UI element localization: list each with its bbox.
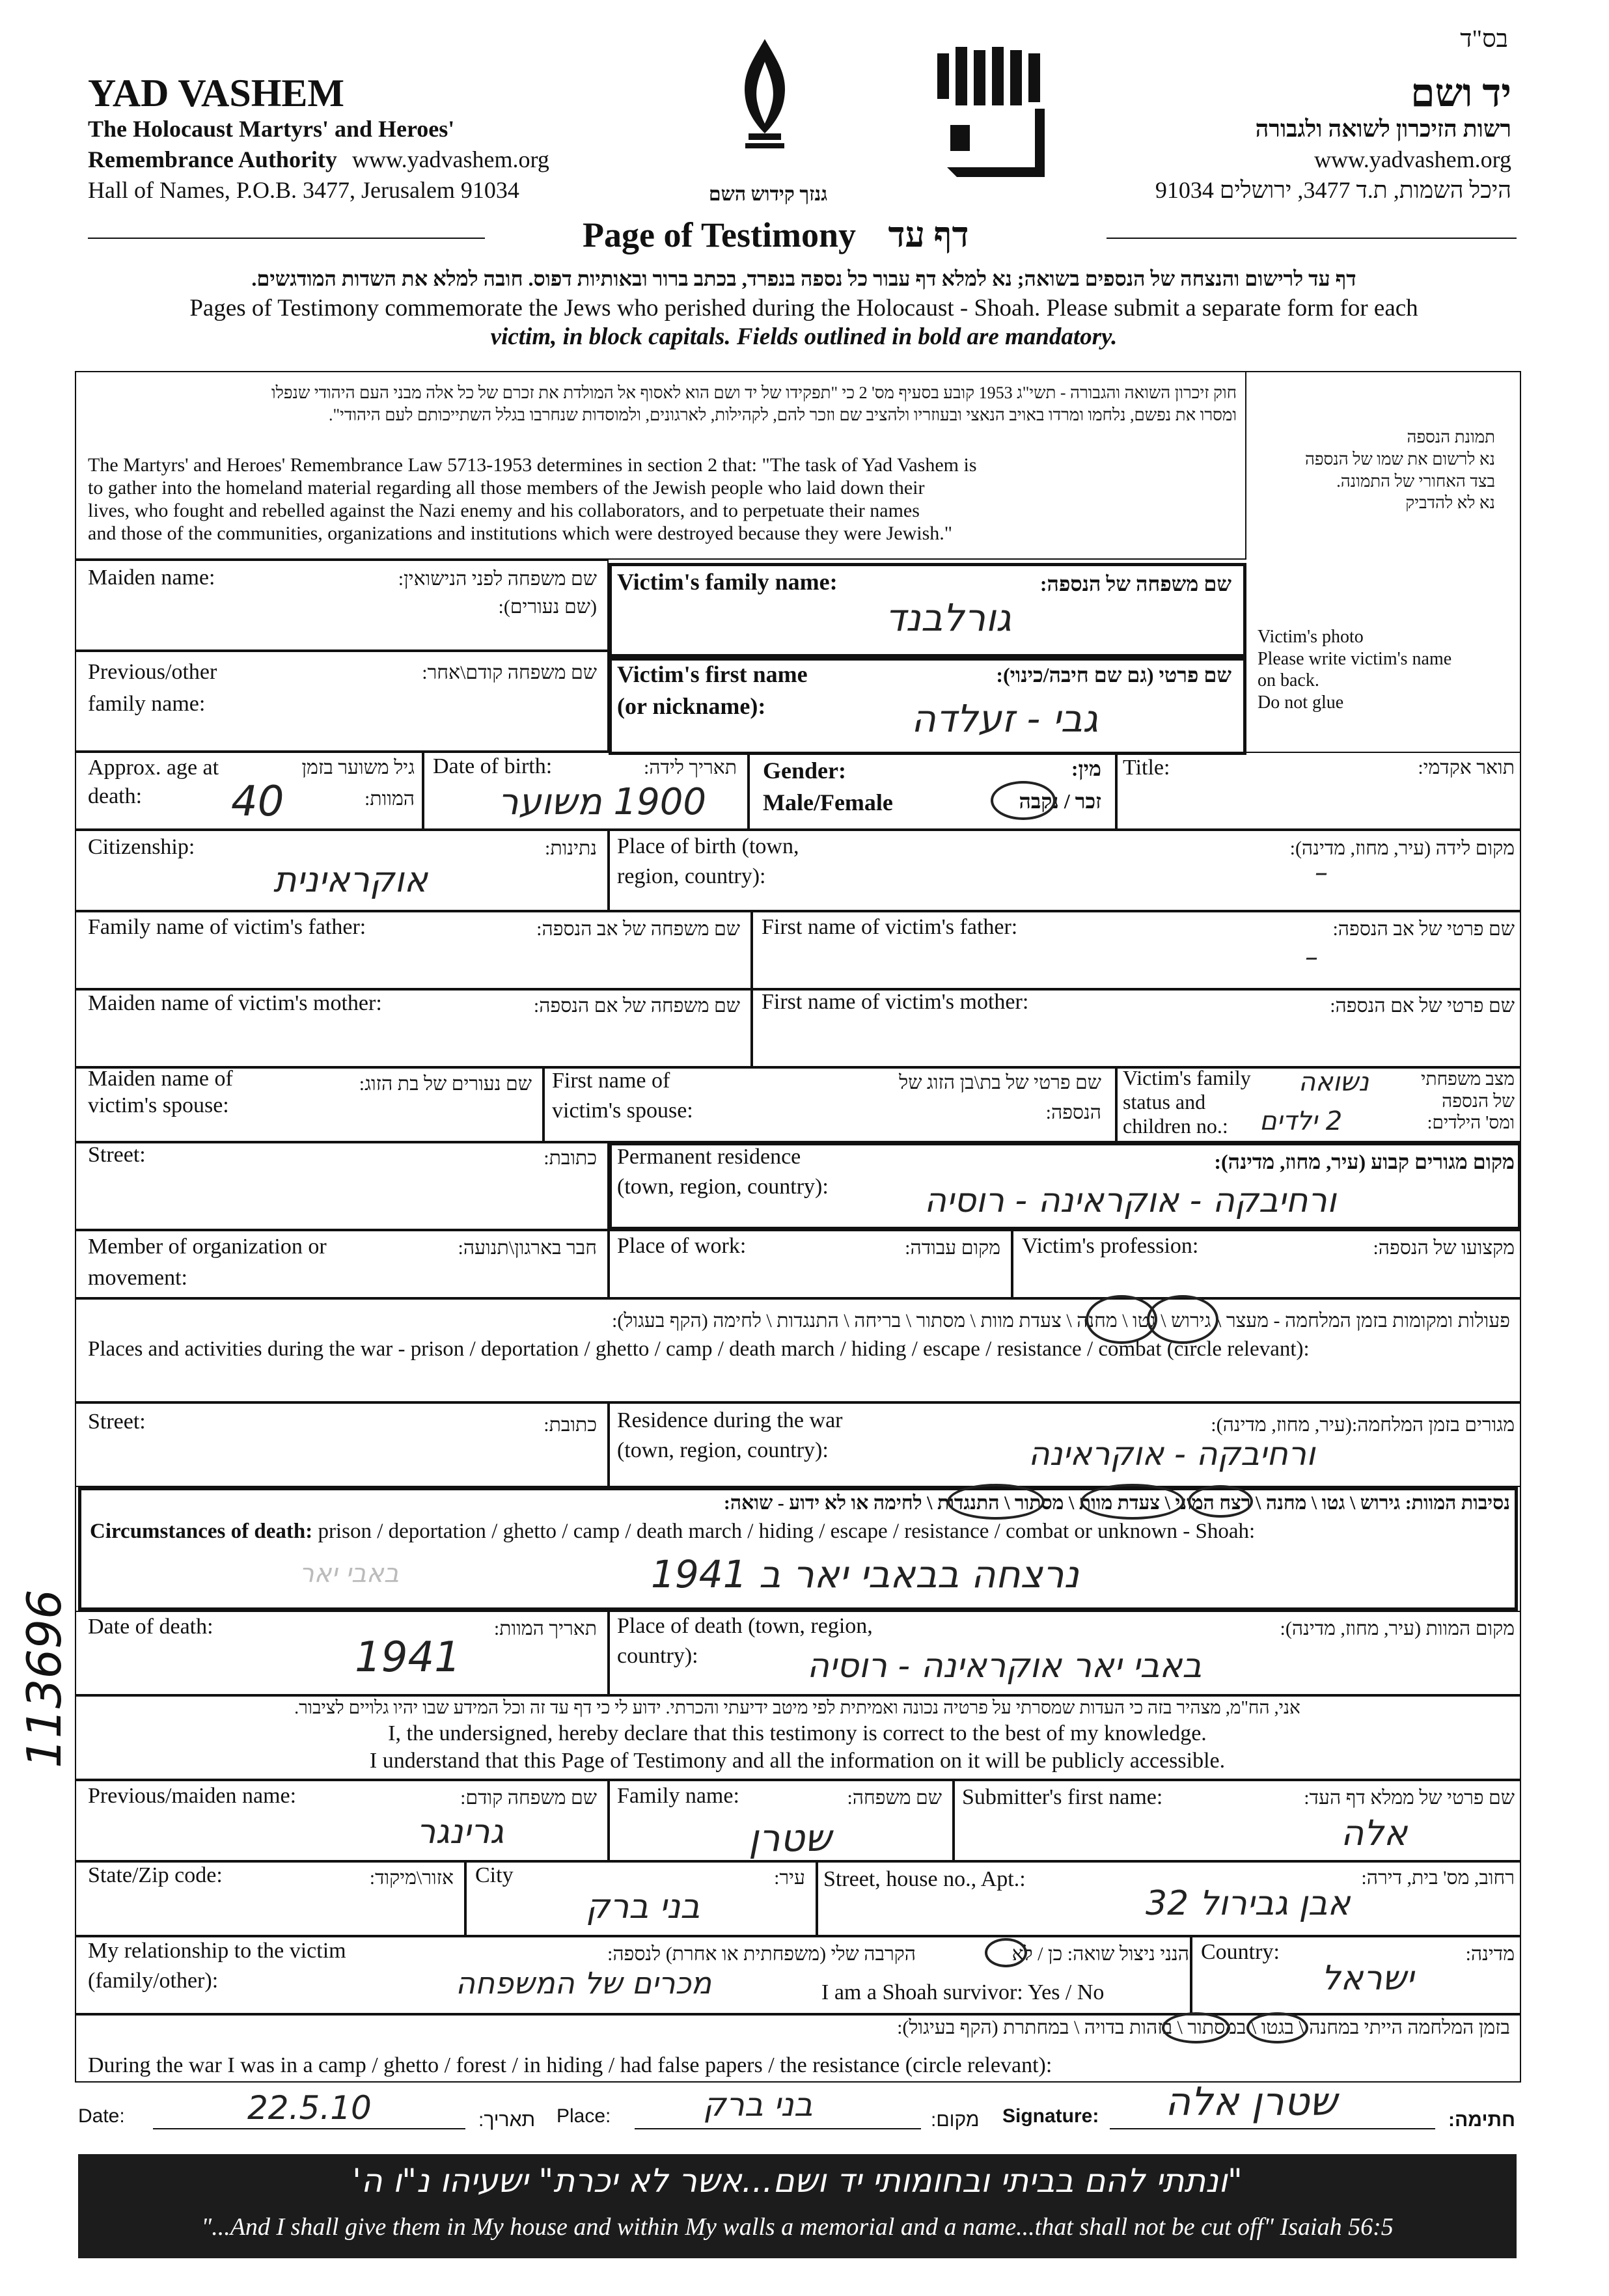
photo-en-3: on back.	[1258, 670, 1319, 691]
work-label-he: מקום עבודה:	[905, 1237, 1000, 1259]
family-status-label-3: children no.:	[1123, 1114, 1228, 1138]
title-rule-right	[1107, 238, 1517, 239]
war-residence-value[interactable]: ורחיבקה - אוקראינה	[1028, 1435, 1315, 1473]
dob-label-he: תאריך לידה:	[643, 757, 737, 778]
father-first-label: First name of victim's father:	[762, 915, 1018, 939]
profession-label: Victim's profession:	[1022, 1234, 1199, 1258]
pob-label-2: region, country):	[617, 864, 766, 888]
photo-instructions-en	[1258, 626, 1451, 713]
pob-label	[617, 832, 799, 892]
law-en-4: and those of the communities, organizations and institutions which were destroyed because they were Jewish."	[88, 523, 953, 544]
war-residence-label	[617, 1406, 843, 1466]
pod-label-he: מקום המוות (עיר, מחוז, מדינה):	[1280, 1618, 1515, 1639]
member-label	[88, 1231, 327, 1293]
prev-name-label-1: Previous/other	[88, 660, 217, 684]
survivor-no-circle	[985, 1938, 1027, 1967]
org-url-en: www.yadvashem.org	[351, 146, 549, 172]
yadvashem-logo	[931, 47, 1054, 187]
father-family-label: Family name of victim's father:	[88, 915, 366, 939]
family-status-label-2: status and	[1123, 1089, 1206, 1114]
maiden-name-label-he: שם משפחה לפני הנישואין:	[398, 568, 597, 590]
during-war-he: בזמן המלחמה הייתי במחנה \ בגטו \ במסתור \ בזהות בדויה \ במחתרת (הקף בעיגול):	[897, 2017, 1510, 2038]
family-status-label-he-1: מצב משפחתי	[1421, 1069, 1515, 1089]
photo-en-4: Do not glue	[1258, 692, 1344, 713]
city-value[interactable]: בני ברק	[586, 1887, 700, 1926]
submitter-family-label-he: שם משפחה:	[847, 1787, 942, 1809]
country-label-he: מדינה:	[1465, 1943, 1515, 1965]
gender-label-1: Gender:	[763, 758, 846, 784]
law-he-2: ומסרו את נפשם, נלחמו ומרדו באויב הנאצי ובעוזריו ולהציב שם וזכר להם, לקהילות, לארגונים, ולמוסדות שנחרבו בגלל השתייכותם לעם היהודי".	[328, 405, 1237, 424]
place-line	[635, 2128, 921, 2129]
citizenship-label-he: נתינות:	[545, 838, 597, 859]
first-name-label	[617, 659, 808, 722]
gender-label-he-2: זכר / נקבה	[1019, 789, 1101, 813]
signature-label: Signature:	[1002, 2105, 1099, 2127]
first-name-value[interactable]: גבי - זעלדה	[911, 696, 1099, 741]
perm-residence-label-2: (town, region, country):	[617, 1174, 829, 1199]
flame-icon	[726, 36, 804, 159]
submitter-prev-label-he: שם משפחה קודם:	[460, 1787, 597, 1809]
country-value[interactable]: ישראל	[1321, 1959, 1414, 1998]
age-label-he-2: המוות:	[364, 788, 415, 810]
gender-label	[763, 755, 893, 818]
during-camp-circle	[1246, 2012, 1308, 2043]
first-name-label-2: (or nickname):	[617, 692, 766, 719]
circ-death-march-circle	[947, 1484, 1045, 1520]
mother-maiden-label: Maiden name of victim's mother:	[88, 991, 382, 1015]
perm-residence-value[interactable]: ורחיבקה - אוקראינה - רוסיה	[924, 1181, 1336, 1220]
org-name-en: YAD VASHEM	[88, 72, 345, 115]
footer-quote-en: "...And I shall give them in My house and within My walls a memorial and a name...that shall not be cut off" Isaiah 56:5	[201, 2213, 1394, 2241]
title-rule-left	[88, 238, 485, 239]
declaration-en-1: I, the undersigned, hereby declare that this testimony is correct to the best of my knowledge.	[388, 1721, 1207, 1745]
war-activities-en: Places and activities during the war - prison / deportation / ghetto / camp / death march / hiding / escape / resistance / combat (circle relevant):	[88, 1337, 1310, 1361]
submitter-prev-label: Previous/maiden name:	[88, 1784, 297, 1808]
org-address-en: Hall of Names, P.O.B. 3477, Jerusalem 91034	[88, 176, 519, 203]
spouse-first-label-he-1: שם פרטי של בת\בן הזוג של	[899, 1072, 1101, 1093]
street1-cell[interactable]	[75, 1142, 609, 1230]
work-label: Place of work:	[617, 1234, 747, 1258]
circumstances-he-text: נסיבות המוות: גירוש \ גטו \ מחנה \ רצח המוני \ צעדת מוות \ מסתור \ התנגדות \ לחימה או לא ידוע - שואה:	[723, 1492, 1510, 1514]
relationship-label-2: (family/other):	[88, 1968, 219, 1993]
date-value[interactable]: 22.5.10	[247, 2089, 372, 2127]
family-status-label-he-2: של הנספה	[1442, 1091, 1515, 1112]
title-label: Title:	[1123, 756, 1170, 780]
pod-label-2: country):	[617, 1643, 698, 1668]
family-status-label-he	[1421, 1069, 1515, 1134]
member-label-he: חבר בארגון\תנועה:	[458, 1237, 597, 1259]
signature-value[interactable]: שטרן אלה	[1165, 2079, 1338, 2125]
family-name-label: Victim's family name:	[617, 569, 838, 595]
war-deportation-circle	[1086, 1295, 1157, 1344]
submitter-first-label: Submitter's first name:	[962, 1785, 1163, 1809]
page-title-he: דף עד	[888, 215, 969, 254]
street2-label: Street:	[88, 1410, 146, 1434]
dob-value[interactable]: 1900 משוער	[498, 781, 706, 823]
father-first-value[interactable]: –	[1305, 942, 1318, 972]
law-en-2: to gather into the homeland material regarding all those members of the Jewish people who laid down their	[88, 477, 925, 499]
dod-label: Date of death:	[88, 1615, 213, 1639]
header-he	[1155, 73, 1511, 205]
gender-label-2: Male/Female	[763, 789, 893, 815]
title-label-he: תואר אקדמי:	[1418, 757, 1515, 778]
mother-first-label-he: שם פרטי של אם הנספה:	[1330, 995, 1515, 1017]
pob-value[interactable]: –	[1315, 858, 1328, 888]
circumstances-value[interactable]: נרצחה בבאבי יאר ב 1941	[651, 1552, 1079, 1596]
circumstances-en-options: prison / deportation / ghetto / camp / death march / hiding / escape / resistance / combat or unknown - Shoah:	[318, 1520, 1256, 1543]
prev-name-label-he: שם משפחה קודם\אחר:	[422, 662, 597, 683]
pob-label-he: מקום לידה (עיר, מחוז, מדינה):	[1289, 838, 1515, 859]
perm-residence-label-he: מקום מגורים קבוע (עיר, מחוז, מדינה):	[1214, 1150, 1515, 1173]
spouse-first-label-1: First name of	[552, 1069, 670, 1093]
intro-en-1: Pages of Testimony commemorate the Jews who perished during the Holocaust - Shoah. Please submit a separate form for each	[189, 295, 1418, 321]
declaration-he: אני, הח"מ, מצהיר בזה כי העדות שמסרתי על פרטיה נכונה ואמיתית לפי מיטב ידיעתי והכרתי. ידוע לי כי דף עד זה וכל המידע שבו יהיו גלויים לציבור.	[294, 1698, 1300, 1718]
date-label: Date:	[78, 2105, 125, 2127]
submitter-family-label: Family name:	[617, 1784, 739, 1808]
zip-label-he: אזור\מיקוד:	[369, 1867, 454, 1889]
citizenship-value[interactable]: אוקראינית	[273, 859, 428, 900]
dod-label-he: תאריך המוות:	[493, 1618, 597, 1639]
org-address-he: היכל השמות, ת.ד 3477, ירושלים 91034	[1155, 176, 1511, 203]
age-label-he-1: גיל משוער בזמן	[301, 757, 415, 778]
place-label: Place:	[557, 2105, 611, 2127]
spouse-maiden-label-2: victim's spouse:	[88, 1093, 229, 1117]
profession-label-he: מקצועו של הנספה:	[1373, 1237, 1515, 1259]
flame-logo	[726, 36, 804, 159]
member-label-2: movement:	[88, 1265, 187, 1290]
war-activities-he: פעולות ומקומות בזמן המלחמה - מעצר \ גירוש \ גטו \ מחנה \ צעדת מוות \ מסתור \ בריחה \ התנגדות \ לחימה (הקף בעגול):	[612, 1310, 1510, 1332]
relationship-value[interactable]: מכרים של המשפחה	[456, 1965, 712, 2001]
gender-label-he-1: מין:	[1071, 757, 1101, 780]
during-war-en: During the war I was in a camp / ghetto / forest / in hiding / had false papers / the resistance (circle relevant):	[88, 2053, 1052, 2077]
logo-caption: גנזך קידוש השם	[708, 184, 828, 205]
spouse-maiden-label	[88, 1066, 233, 1119]
submitter-first-value[interactable]: אלה	[1341, 1812, 1408, 1853]
street1-label: Street:	[88, 1143, 146, 1167]
war-residence-label-1: Residence during the war	[617, 1408, 843, 1432]
photo-he-1: תמונת הנספה	[1407, 428, 1495, 446]
spouse-first-label-2: victim's spouse:	[552, 1098, 693, 1123]
war-arrest-circle	[1147, 1295, 1218, 1344]
photo-he-3: בצד האחורי של התמונה.	[1336, 471, 1495, 491]
intro-en-2: victim, in block capitals. Fields outlined in bold are mandatory.	[490, 323, 1118, 350]
maiden-name-label-he2: (שם נעורים):	[498, 596, 597, 618]
during-hiding-circle	[1162, 2012, 1230, 2043]
street2-label-he: כתובת:	[543, 1414, 597, 1436]
circ-mass-murder-circle	[1080, 1484, 1185, 1520]
street2-cell[interactable]	[75, 1402, 609, 1487]
mother-maiden-label-he: שם משפחה של אם הנספה:	[533, 995, 740, 1017]
prev-name-label-2: family name:	[88, 692, 206, 717]
photo-he-2: נא לרשום את שמו של הנספה	[1304, 449, 1495, 469]
page-title-en: Page of Testimony	[583, 215, 857, 254]
circumstances-en	[90, 1520, 1255, 1544]
header-en	[88, 73, 549, 205]
mother-first-label: First name of victim's mother:	[762, 990, 1029, 1014]
circ-camp-circle	[1188, 1485, 1253, 1518]
perm-residence-label-1: Permanent residence	[617, 1145, 801, 1169]
father-first-label-he: שם פרטי של אב הנספה:	[1332, 918, 1515, 940]
photo-en-2: Please write victim's name	[1258, 648, 1452, 669]
submitter-prev-value[interactable]: גרינגר	[417, 1812, 504, 1852]
war-residence-label-2: (town, region, country):	[617, 1438, 829, 1462]
spouse-maiden-label-1: Maiden name of	[88, 1067, 233, 1091]
family-name-value[interactable]: גורלבנד	[885, 595, 1011, 640]
relationship-label-1: My relationship to the victim	[88, 1939, 346, 1963]
submitter-first-label-he: שם פרטי של ממלא דף העד:	[1304, 1787, 1515, 1809]
maiden-name-label: Maiden name:	[88, 566, 215, 590]
citizenship-label: Citizenship:	[88, 835, 195, 859]
family-status-value-2[interactable]: 2 ילדים	[1259, 1106, 1343, 1136]
father-family-label-he: שם משפחה של אב הנספה:	[536, 918, 740, 940]
signature-line	[1110, 2128, 1435, 2129]
family-status-label	[1123, 1066, 1251, 1138]
house-value[interactable]: אבן גבירול 32	[1146, 1884, 1351, 1923]
date-label-he: תאריך:	[478, 2109, 536, 2131]
war-residence-label-he: מגורים בזמן המלחמה:(עיר, מחוז, מדינה):	[1211, 1414, 1515, 1436]
signature-label-he: חתימה:	[1448, 2109, 1516, 2131]
circumstances-he	[88, 1492, 1510, 1515]
law-he-1: חוק זיכרון השואה והגבורה - תשי"ג 1953 קובע בסעיף מס' 2 כי "תפקידו של יד ושם הוא לאסוף אל המולדת את זכרם של כל אלה מבני העם היהודי שנפלו	[271, 383, 1237, 402]
family-name-label-he: שם משפחה של הנספה:	[1039, 572, 1231, 595]
first-name-label-he: שם פרטי (גם שם חיבה/כינוי):	[996, 663, 1231, 687]
street1-label-he: כתובת:	[543, 1147, 597, 1169]
family-status-value-1[interactable]: נשואה	[1299, 1067, 1369, 1097]
age-label	[88, 754, 219, 811]
circumstances-en-bold: Circumstances of death:	[90, 1520, 313, 1543]
besd-mark: בס"ד	[1460, 25, 1508, 53]
dod-value[interactable]: 1941	[355, 1633, 461, 1682]
org-name-he: יד ושם	[1410, 72, 1511, 115]
relationship-label	[88, 1936, 346, 1996]
law-en-1: The Martyrs' and Heroes' Remembrance Law 5713-1953 determines in section 2 that: "The task of Yad Vashem is	[88, 454, 977, 476]
survivor-label: I am a Shoah survivor: Yes / No	[821, 1980, 1105, 2004]
date-line	[153, 2128, 465, 2129]
submitter-family-value[interactable]: שטרן	[749, 1816, 832, 1860]
spouse-first-label-he-2: הנספה:	[1045, 1102, 1101, 1123]
country-label: Country:	[1201, 1940, 1280, 1964]
pod-value[interactable]: באבי יאר אוקראינה - רוסיה	[807, 1647, 1202, 1686]
place-label-he: מקום:	[931, 2109, 980, 2131]
org-url-he: www.yadvashem.org	[1314, 146, 1511, 172]
declaration-en-2: I understand that this Page of Testimony and all the information on it will be publicly accessible.	[369, 1749, 1226, 1773]
pod-label-1: Place of death (town, region,	[617, 1614, 873, 1638]
intro-he: דף עד לרישום והנצחה של הנספים בשואה; נא למלא דף עבור כל נספה בנפרד, בכתב ברור ובאותיות דפוס. חובה למלא את השדות המודגשים.	[251, 267, 1356, 290]
spouse-first-label	[552, 1066, 693, 1126]
perm-residence-label	[617, 1142, 829, 1202]
place-value[interactable]: בני ברק	[703, 2086, 813, 2124]
member-label-1: Member of organization or	[88, 1235, 327, 1259]
age-label-1: Approx. age at	[88, 756, 219, 780]
age-label-2: death:	[88, 784, 143, 809]
city-label-he: עיר:	[774, 1867, 805, 1889]
org-subtitle-en: The Holocaust Martyrs' and Heroes'	[88, 116, 455, 142]
footer-banner	[78, 2154, 1517, 2258]
org-subtitle-he: רשות הזיכרון לשואה ולגבורה	[1255, 116, 1511, 142]
org-subtitle2-en: Remembrance Authority	[88, 146, 337, 172]
footer-quote-he: "ונתתי להם בביתי ובחומותי יד ושם...אשר לא יכרת" ישעיהו נ"ו ה'	[352, 2162, 1243, 2200]
first-name-label-1: Victim's first name	[617, 661, 808, 687]
house-label: Street, house no., Apt.:	[823, 1867, 1026, 1891]
city-label: City	[475, 1863, 514, 1887]
circumstances-value-faint: באבי יאר	[299, 1559, 399, 1589]
page-title	[583, 215, 969, 255]
family-status-label-he-3: ומס' הילדים:	[1427, 1113, 1515, 1134]
photo-instructions-he	[1305, 426, 1495, 514]
photo-en-1: Victim's photo	[1258, 627, 1364, 647]
dob-label: Date of birth:	[433, 754, 553, 778]
spouse-maiden-label-he: שם נעורים של בת הזוג:	[359, 1073, 532, 1095]
pob-label-1: Place of birth (town,	[617, 834, 799, 858]
house-label-he: רחוב, מס' בית, דירה:	[1361, 1867, 1515, 1889]
gender-female-circle	[991, 781, 1056, 820]
margin-number: 113696	[17, 1589, 72, 1768]
survivor-label-he: הנני ניצול שואה: כן / לא	[1011, 1943, 1189, 1965]
zip-label: State/Zip code:	[88, 1863, 223, 1887]
prev-name-label	[88, 656, 217, 720]
photo-he-4: נא לא להדביק	[1405, 493, 1495, 513]
law-en-3: lives, who fought and rebelled against the Nazi enemy and his collaborators, and to perpetuate their names	[88, 500, 920, 521]
age-value[interactable]: 40	[231, 778, 284, 826]
menorah-icon	[931, 47, 1054, 187]
family-status-label-1: Victim's family	[1123, 1066, 1251, 1089]
relationship-label-he: הקרבה שלי (משפחתית או אחרת) לנספה:	[607, 1943, 916, 1965]
